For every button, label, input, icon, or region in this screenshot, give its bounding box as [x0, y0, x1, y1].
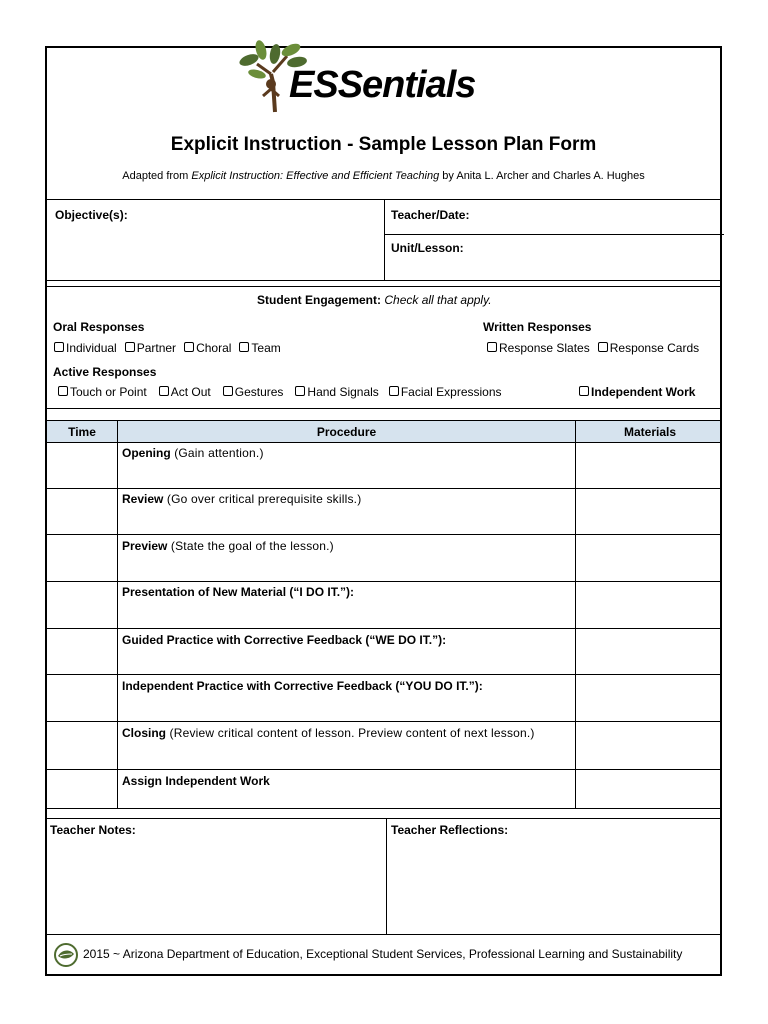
- teacher-date-label: Teacher/Date:: [391, 208, 470, 222]
- col-divider: [575, 420, 576, 808]
- checkbox-box[interactable]: [125, 342, 135, 352]
- row-divider: [47, 628, 720, 629]
- option-label: Act Out: [170, 385, 211, 399]
- active-responses-heading: Active Responses: [53, 365, 157, 379]
- written-options: [487, 341, 699, 355]
- info-divider: [384, 199, 385, 280]
- row-divider: [47, 534, 720, 535]
- unit-lesson-label: Unit/Lesson:: [391, 241, 464, 255]
- checkbox-facial-expressions[interactable]: [389, 385, 502, 399]
- table-header: [47, 420, 720, 443]
- table-row: [122, 679, 562, 693]
- row-heading: Preview: [122, 539, 168, 553]
- notes-divider: [386, 818, 387, 934]
- option-label: Response Cards: [609, 341, 700, 355]
- subtitle: [47, 170, 720, 182]
- essentials-leaf-icon: [54, 943, 78, 967]
- option-label: Individual: [66, 341, 117, 355]
- checkbox-box[interactable]: [295, 386, 305, 396]
- rule: [47, 808, 720, 809]
- checkbox-choral[interactable]: [184, 341, 231, 355]
- objectives-label: Objective(s):: [55, 208, 128, 222]
- row-heading: Review: [122, 492, 164, 506]
- checkbox-individual[interactable]: [54, 341, 117, 355]
- row-heading: Guided Practice with Corrective Feedback (“WE DO IT.”):: [122, 633, 447, 647]
- teacher-notes-label: Teacher Notes:: [50, 823, 136, 837]
- row-heading: Closing: [122, 726, 166, 740]
- row-heading: Presentation of New Material (“I DO IT.”):: [122, 585, 355, 599]
- active-options: [58, 385, 510, 399]
- option-label: Hand Signals: [307, 385, 379, 399]
- logo-text: ESSentials: [289, 64, 476, 106]
- rule: [47, 286, 720, 287]
- checkbox-box[interactable]: [159, 386, 169, 396]
- essentials-logo: [227, 34, 527, 114]
- checkbox-response-slates[interactable]: [487, 341, 590, 355]
- checkbox-act-out[interactable]: [159, 385, 211, 399]
- checkbox-box[interactable]: [239, 342, 249, 352]
- row-note: (Gain attention.): [170, 446, 264, 460]
- rule: [47, 408, 720, 409]
- col-time: Time: [68, 425, 96, 439]
- oral-options: [54, 341, 289, 355]
- checkbox-box[interactable]: [184, 342, 194, 352]
- teacher-reflections-label: Teacher Reflections:: [391, 823, 509, 837]
- table-row: [122, 585, 562, 599]
- row-divider: [47, 769, 720, 770]
- checkbox-gestures[interactable]: [223, 385, 284, 399]
- option-label: Gestures: [234, 385, 284, 399]
- checkbox-box[interactable]: [223, 386, 233, 396]
- table-row: [122, 446, 562, 460]
- footer: [47, 934, 720, 977]
- table-row: [122, 492, 562, 506]
- checkbox-box[interactable]: [54, 342, 64, 352]
- table-row: [122, 633, 562, 647]
- row-note: (Review critical content of lesson. Preview content of next lesson.): [166, 726, 535, 740]
- footer-text: 2015 ~ Arizona Department of Education, Exceptional Student Services, Professional Learning and Sustainability: [83, 947, 683, 961]
- form-header: [47, 48, 720, 200]
- info-row-divider: [385, 234, 724, 235]
- option-label: Partner: [136, 341, 177, 355]
- checkbox-response-cards[interactable]: [598, 341, 699, 355]
- row-heading: Independent Practice with Corrective Feedback (“YOU DO IT.”):: [122, 679, 483, 693]
- table-row: [122, 726, 542, 740]
- col-procedure: Procedure: [316, 425, 377, 439]
- option-label: Team: [251, 341, 281, 355]
- oral-responses-heading: Oral Responses: [53, 320, 145, 334]
- checkbox-team[interactable]: [239, 341, 280, 355]
- option-label: Touch or Point: [70, 385, 147, 399]
- col-divider: [117, 420, 118, 808]
- row-divider: [47, 721, 720, 722]
- subtitle-book: Explicit Instruction: Effective and Efficient Teaching: [191, 170, 440, 182]
- checkbox-box[interactable]: [598, 342, 608, 352]
- page-title: Explicit Instruction - Sample Lesson Plan Form: [170, 134, 597, 155]
- checkbox-touch-or-point[interactable]: [58, 385, 147, 399]
- engagement-instruction: Check all that apply.: [384, 293, 492, 307]
- checkbox-box[interactable]: [487, 342, 497, 352]
- checkbox-partner[interactable]: [125, 341, 176, 355]
- row-note: (Go over critical prerequisite skills.): [163, 492, 362, 506]
- checkbox-independent-work[interactable]: [579, 385, 695, 399]
- row-heading: Opening: [122, 446, 171, 460]
- checkbox-hand-signals[interactable]: [295, 385, 378, 399]
- row-note: (State the goal of the lesson.): [167, 539, 334, 553]
- subtitle-suffix: by Anita L. Archer and Charles A. Hughes: [439, 170, 645, 182]
- checkbox-box[interactable]: [579, 386, 589, 396]
- row-divider: [47, 581, 720, 582]
- subtitle-prefix: Adapted from: [122, 170, 192, 182]
- lesson-plan-form: [45, 46, 722, 976]
- option-label: Facial Expressions: [400, 385, 502, 399]
- rule: [47, 818, 720, 819]
- option-label: Independent Work: [591, 385, 696, 399]
- engagement-heading-line: [257, 293, 492, 307]
- written-responses-heading: Written Responses: [483, 320, 592, 334]
- row-divider: [47, 488, 720, 489]
- table-row: [122, 774, 562, 788]
- checkbox-box[interactable]: [58, 386, 68, 396]
- engagement-heading: Student Engagement:: [257, 293, 382, 307]
- option-label: Response Slates: [499, 341, 590, 355]
- option-label: Choral: [196, 341, 232, 355]
- rule: [47, 280, 720, 281]
- table-row: [122, 539, 562, 553]
- col-materials: Materials: [623, 425, 677, 439]
- row-heading: Assign Independent Work: [122, 774, 270, 788]
- row-divider: [47, 674, 720, 675]
- checkbox-box[interactable]: [389, 386, 399, 396]
